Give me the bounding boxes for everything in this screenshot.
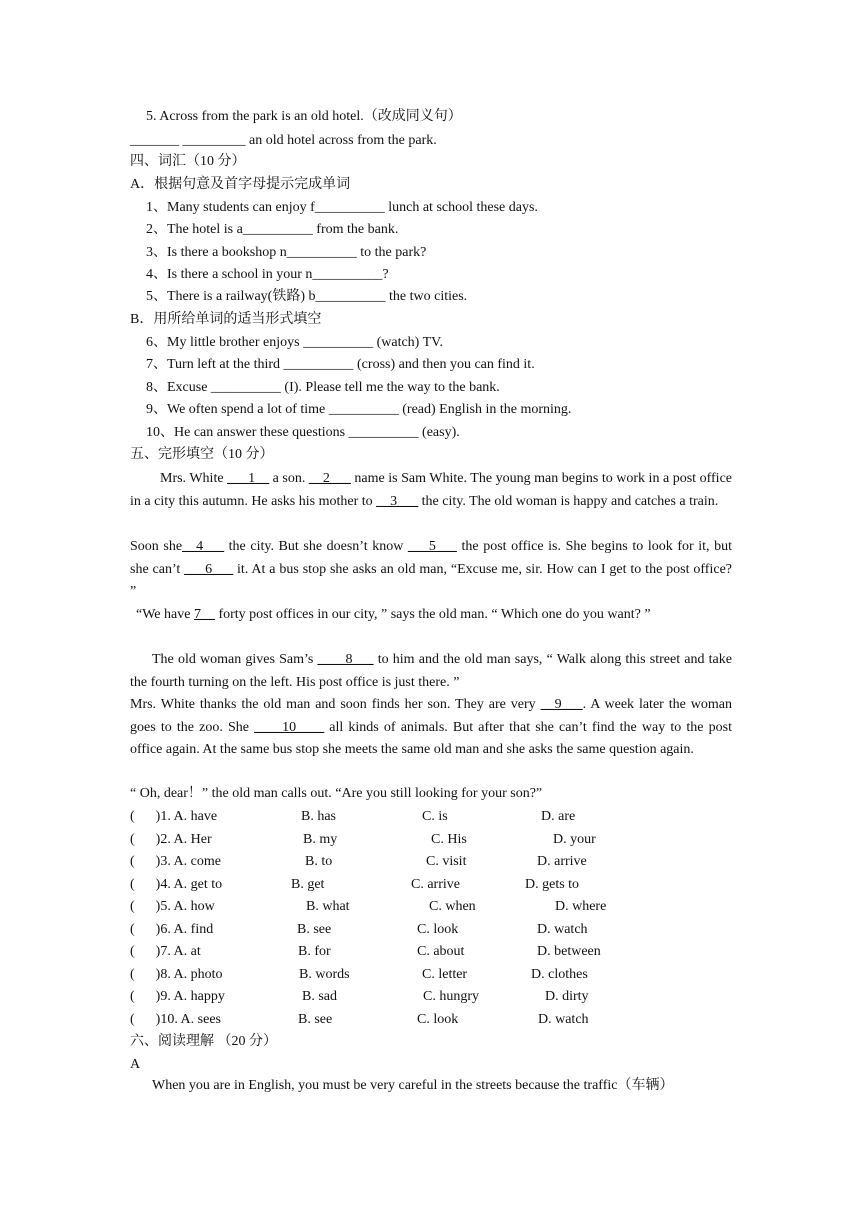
passage-first-line: When you are in English, you must be very careful in the streets because the traffic（车辆） <box>152 1078 674 1093</box>
option-row-3-c: C. visit <box>426 854 467 869</box>
vocab-item-8: 8、Excuse __________ (I). Please tell me the way to the bank. <box>146 380 500 395</box>
blank-3: __3___ <box>376 493 419 509</box>
option-row-7-b: B. for <box>298 944 331 959</box>
option-row-5-c: C. when <box>429 899 476 914</box>
option-row-10-b: B. see <box>298 1012 333 1027</box>
option-row-5-answer-a[interactable]: ( )5. A. how <box>130 899 215 914</box>
option-row-9-c: C. hungry <box>423 989 479 1004</box>
option-row-6-answer-a[interactable]: ( )6. A. find <box>130 922 214 937</box>
option-row-9-answer-a[interactable]: ( )9. A. happy <box>130 989 225 1004</box>
option-row-6-d: D. watch <box>537 922 588 937</box>
option-row-4-d: D. gets to <box>525 877 580 892</box>
option-row-8-c: C. letter <box>422 967 468 982</box>
vocab-item-6: 6、My little brother enjoys __________ (watch) TV. <box>146 335 443 350</box>
option-row-2-c: C. His <box>431 832 467 847</box>
option-row-9-d: D. dirty <box>545 989 589 1004</box>
option-row-4-c: C. arrive <box>411 877 460 892</box>
option-row-2-answer-a[interactable]: ( )2. A. Her <box>130 832 212 847</box>
option-row-6-c: C. look <box>417 922 459 937</box>
blank-10: ____10____ <box>254 719 325 735</box>
cloze-paragraph-5: Mrs. White thanks the old man and soon finds her son. They are very __9___. A week later the woman goes to the zoo. She ____10____ all kinds of animals. But after that she can’t find the way to the post office again. At the same bus stop she meets the same old man and she asks the same question again. <box>130 697 732 757</box>
option-row-7-answer-a[interactable]: ( )7. A. at <box>130 944 201 959</box>
blank-2: __2___ <box>308 471 351 486</box>
cloze-paragraph-2: Soon she__4___ the city. But she doesn’t know ___5___ the post office is. She begins to look for it, but she can’t ___6___ it. At a bus stop she asks an old man, “Excuse me, sir. How can I get to the post office? ” <box>130 539 733 599</box>
option-row-7-c: C. about <box>417 944 465 959</box>
blank-1: ___1__ <box>227 471 270 486</box>
vocab-item-2: 2、The hotel is a__________ from the bank. <box>146 222 399 237</box>
option-row-5-d: D. where <box>555 899 607 914</box>
option-row-2-d: D. your <box>553 832 596 847</box>
cloze-paragraph-6: “ Oh, dear！” the old man calls out. “Are you still looking for your son?” <box>130 786 543 801</box>
vocab-item-3: 3、Is there a bookshop n__________ to the park? <box>146 245 427 260</box>
option-row-10-c: C. look <box>417 1012 459 1027</box>
blank-7: 7__ <box>193 607 215 622</box>
question-5-answer-line: _______ _________ an old hotel across from the park. <box>130 133 437 148</box>
option-row-8-answer-a[interactable]: ( )8. A. photo <box>130 967 223 982</box>
part-b-title: B．用所给单词的适当形式填空 <box>130 312 322 327</box>
cloze-paragraph-4: The old woman gives Sam’s ____8___ to him and the old man says, “ Walk along this street and take the fourth turning on the left. His post office is just there. ” <box>130 652 732 690</box>
part-a-title: A．根据句意及首字母提示完成单词 <box>130 177 351 192</box>
option-row-3-d: D. arrive <box>537 854 587 869</box>
option-row-2-b: B. my <box>303 832 338 847</box>
option-row-10-answer-a[interactable]: ( )10. A. sees <box>130 1012 221 1027</box>
option-row-3-answer-a[interactable]: ( )3. A. come <box>130 854 221 869</box>
option-row-1-d: D. are <box>541 809 576 824</box>
section-4-title: 四、词汇（10 分） <box>130 154 246 169</box>
cloze-paragraph-1: Mrs. White ___1__ a son. __2___ name is Sam White. The young man begins to work in a post office in a city this autumn. He asks his mother to __3___ the city. The old woman is happy and catches a train. <box>130 471 732 509</box>
blank-8: ____8___ <box>317 652 374 667</box>
option-row-1-b: B. has <box>301 809 336 824</box>
option-row-1-c: C. is <box>422 809 448 824</box>
vocab-item-7: 7、Turn left at the third __________ (cross) and then you can find it. <box>146 357 535 372</box>
option-row-10-d: D. watch <box>538 1012 589 1027</box>
blank-4: __4___ <box>182 539 225 554</box>
option-row-1-answer-a[interactable]: ( )1. A. have <box>130 809 218 824</box>
vocab-item-9: 9、We often spend a lot of time __________ (read) English in the morning. <box>146 402 572 417</box>
option-row-8-d: D. clothes <box>531 967 588 982</box>
cloze-paragraph-3: “We have 7__ forty post offices in our city, ” says the old man. “ Which one do you want? ” <box>136 607 651 622</box>
option-row-5-b: B. what <box>306 899 350 914</box>
option-row-8-b: B. words <box>299 967 350 982</box>
blank-6: ___6___ <box>184 561 234 577</box>
passage-label: A <box>130 1057 141 1072</box>
vocab-item-1: 1、Many students can enjoy f__________ lunch at school these days. <box>146 200 538 215</box>
vocab-item-5: 5、There is a railway(铁路) b__________ the two cities. <box>146 289 468 304</box>
blank-5: ___5___ <box>407 539 457 554</box>
option-row-9-b: B. sad <box>302 989 337 1004</box>
option-row-4-b: B. get <box>291 877 325 892</box>
section-5-title: 五、完形填空（10 分） <box>130 447 274 462</box>
option-row-6-b: B. see <box>297 922 332 937</box>
vocab-item-4: 4、Is there a school in your n__________? <box>146 267 389 282</box>
blank-9: __9___ <box>540 697 583 712</box>
option-row-3-b: B. to <box>305 854 333 869</box>
vocab-item-10: 10、He can answer these questions __________ (easy). <box>146 425 460 440</box>
option-row-4-answer-a[interactable]: ( )4. A. get to <box>130 877 223 892</box>
section-6-title: 六、阅读理解 （20 分） <box>130 1034 277 1049</box>
question-5: 5. Across from the park is an old hotel.（改成同义句） <box>146 109 462 124</box>
option-row-7-d: D. between <box>537 944 601 959</box>
